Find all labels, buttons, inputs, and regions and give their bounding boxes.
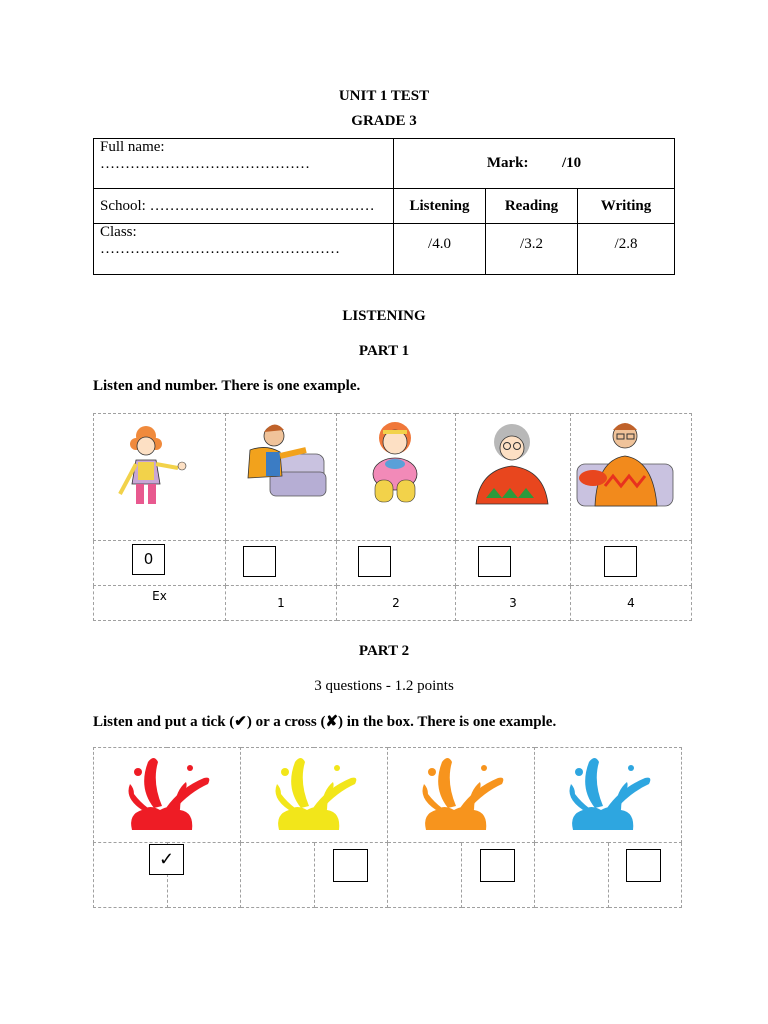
answer-box-3[interactable] [478,546,511,577]
part2-grid [93,747,682,908]
caption-cell-4 [571,586,692,621]
caption-cell-ex [94,586,226,621]
mark-total: /10 [561,155,582,171]
girl-sitting-icon [337,414,455,535]
school-cell[interactable] [94,189,394,224]
part2-heading: PART 2 [358,643,410,659]
splash-cell-3 [535,748,682,843]
test-title: UNIT 1 TEST [338,88,430,104]
answer-cell-1 [226,541,337,586]
splash-cell-1 [241,748,388,843]
picture-cell-4 [571,414,692,541]
answer-cell-4 [571,541,692,586]
school-label: School: ……………………………………… [100,197,375,214]
class-cell [94,224,394,275]
caption-cell-1 [226,586,337,621]
caption-cell-2 [337,586,456,621]
picture-cell-ex [94,414,226,541]
reading-header: Reading [486,189,578,224]
tick-cell-3 [609,843,682,908]
full-name-cell [94,139,394,189]
blank-cell-2 [388,843,462,908]
red-splash-icon [94,748,240,837]
tick-cell-1 [314,843,388,908]
example-tick-box: ✓ [149,844,184,875]
listening-header: Listening [394,189,486,224]
listening-score: /4.0 [394,224,486,275]
listening-heading: LISTENING [342,308,426,324]
caption-4: 4 [627,596,635,610]
blank-cell-3 [535,843,609,908]
caption-3: 3 [509,596,517,610]
answer-box-4[interactable] [604,546,637,577]
blank-cell-ex [167,843,241,908]
grandmother-icon [456,414,570,535]
part1-grid [93,413,692,621]
girl-waving-icon [94,414,225,535]
answer-cell-2 [337,541,456,586]
part1-instruction: Listen and number. There is one example. [93,378,361,394]
blank-cell-1 [241,843,315,908]
splash-cell-2 [388,748,535,843]
full-name-label: Full name: [100,139,165,155]
grade-title: GRADE 3 [351,113,417,129]
grandfather-on-sofa-icon [571,414,691,535]
answer-cell-3 [456,541,571,586]
orange-splash-icon [388,748,534,837]
mark-cell [394,139,675,189]
boy-on-sofa-icon [226,414,336,535]
tick-box-3[interactable] [626,849,661,882]
answer-box-2[interactable] [358,546,391,577]
caption-1: 1 [277,596,285,610]
mark-label: Mark: [486,155,529,171]
caption-ex: Ex [152,589,167,603]
splash-cell-ex [94,748,241,843]
info-table [93,138,675,275]
part2-instruction: Listen and put a tick (✔) or a cross (✘) in the box. There is one example. [93,714,557,730]
part1-heading: PART 1 [358,343,410,359]
tick-box-2[interactable] [480,849,515,882]
class-dots[interactable]: ………………………………………… [100,241,340,257]
caption-cell-3 [456,586,571,621]
yellow-splash-icon [241,748,387,837]
tick-cell-2 [461,843,535,908]
picture-cell-3 [456,414,571,541]
caption-2: 2 [392,596,400,610]
part2-subtitle: 3 questions - 1.2 points [314,678,454,694]
writing-header: Writing [578,189,675,224]
answer-box-1[interactable] [243,546,276,577]
blue-splash-icon [535,748,681,837]
picture-cell-2 [337,414,456,541]
tick-cell-ex [94,843,175,908]
writing-score: /2.8 [578,224,675,275]
picture-cell-1 [226,414,337,541]
answer-cell-ex [94,541,226,586]
full-name-dots[interactable]: …………………………………… [100,156,310,172]
class-label: Class: [100,224,137,240]
reading-score: /3.2 [486,224,578,275]
tick-box-1[interactable] [333,849,368,882]
example-number-box: 0 [132,544,165,575]
